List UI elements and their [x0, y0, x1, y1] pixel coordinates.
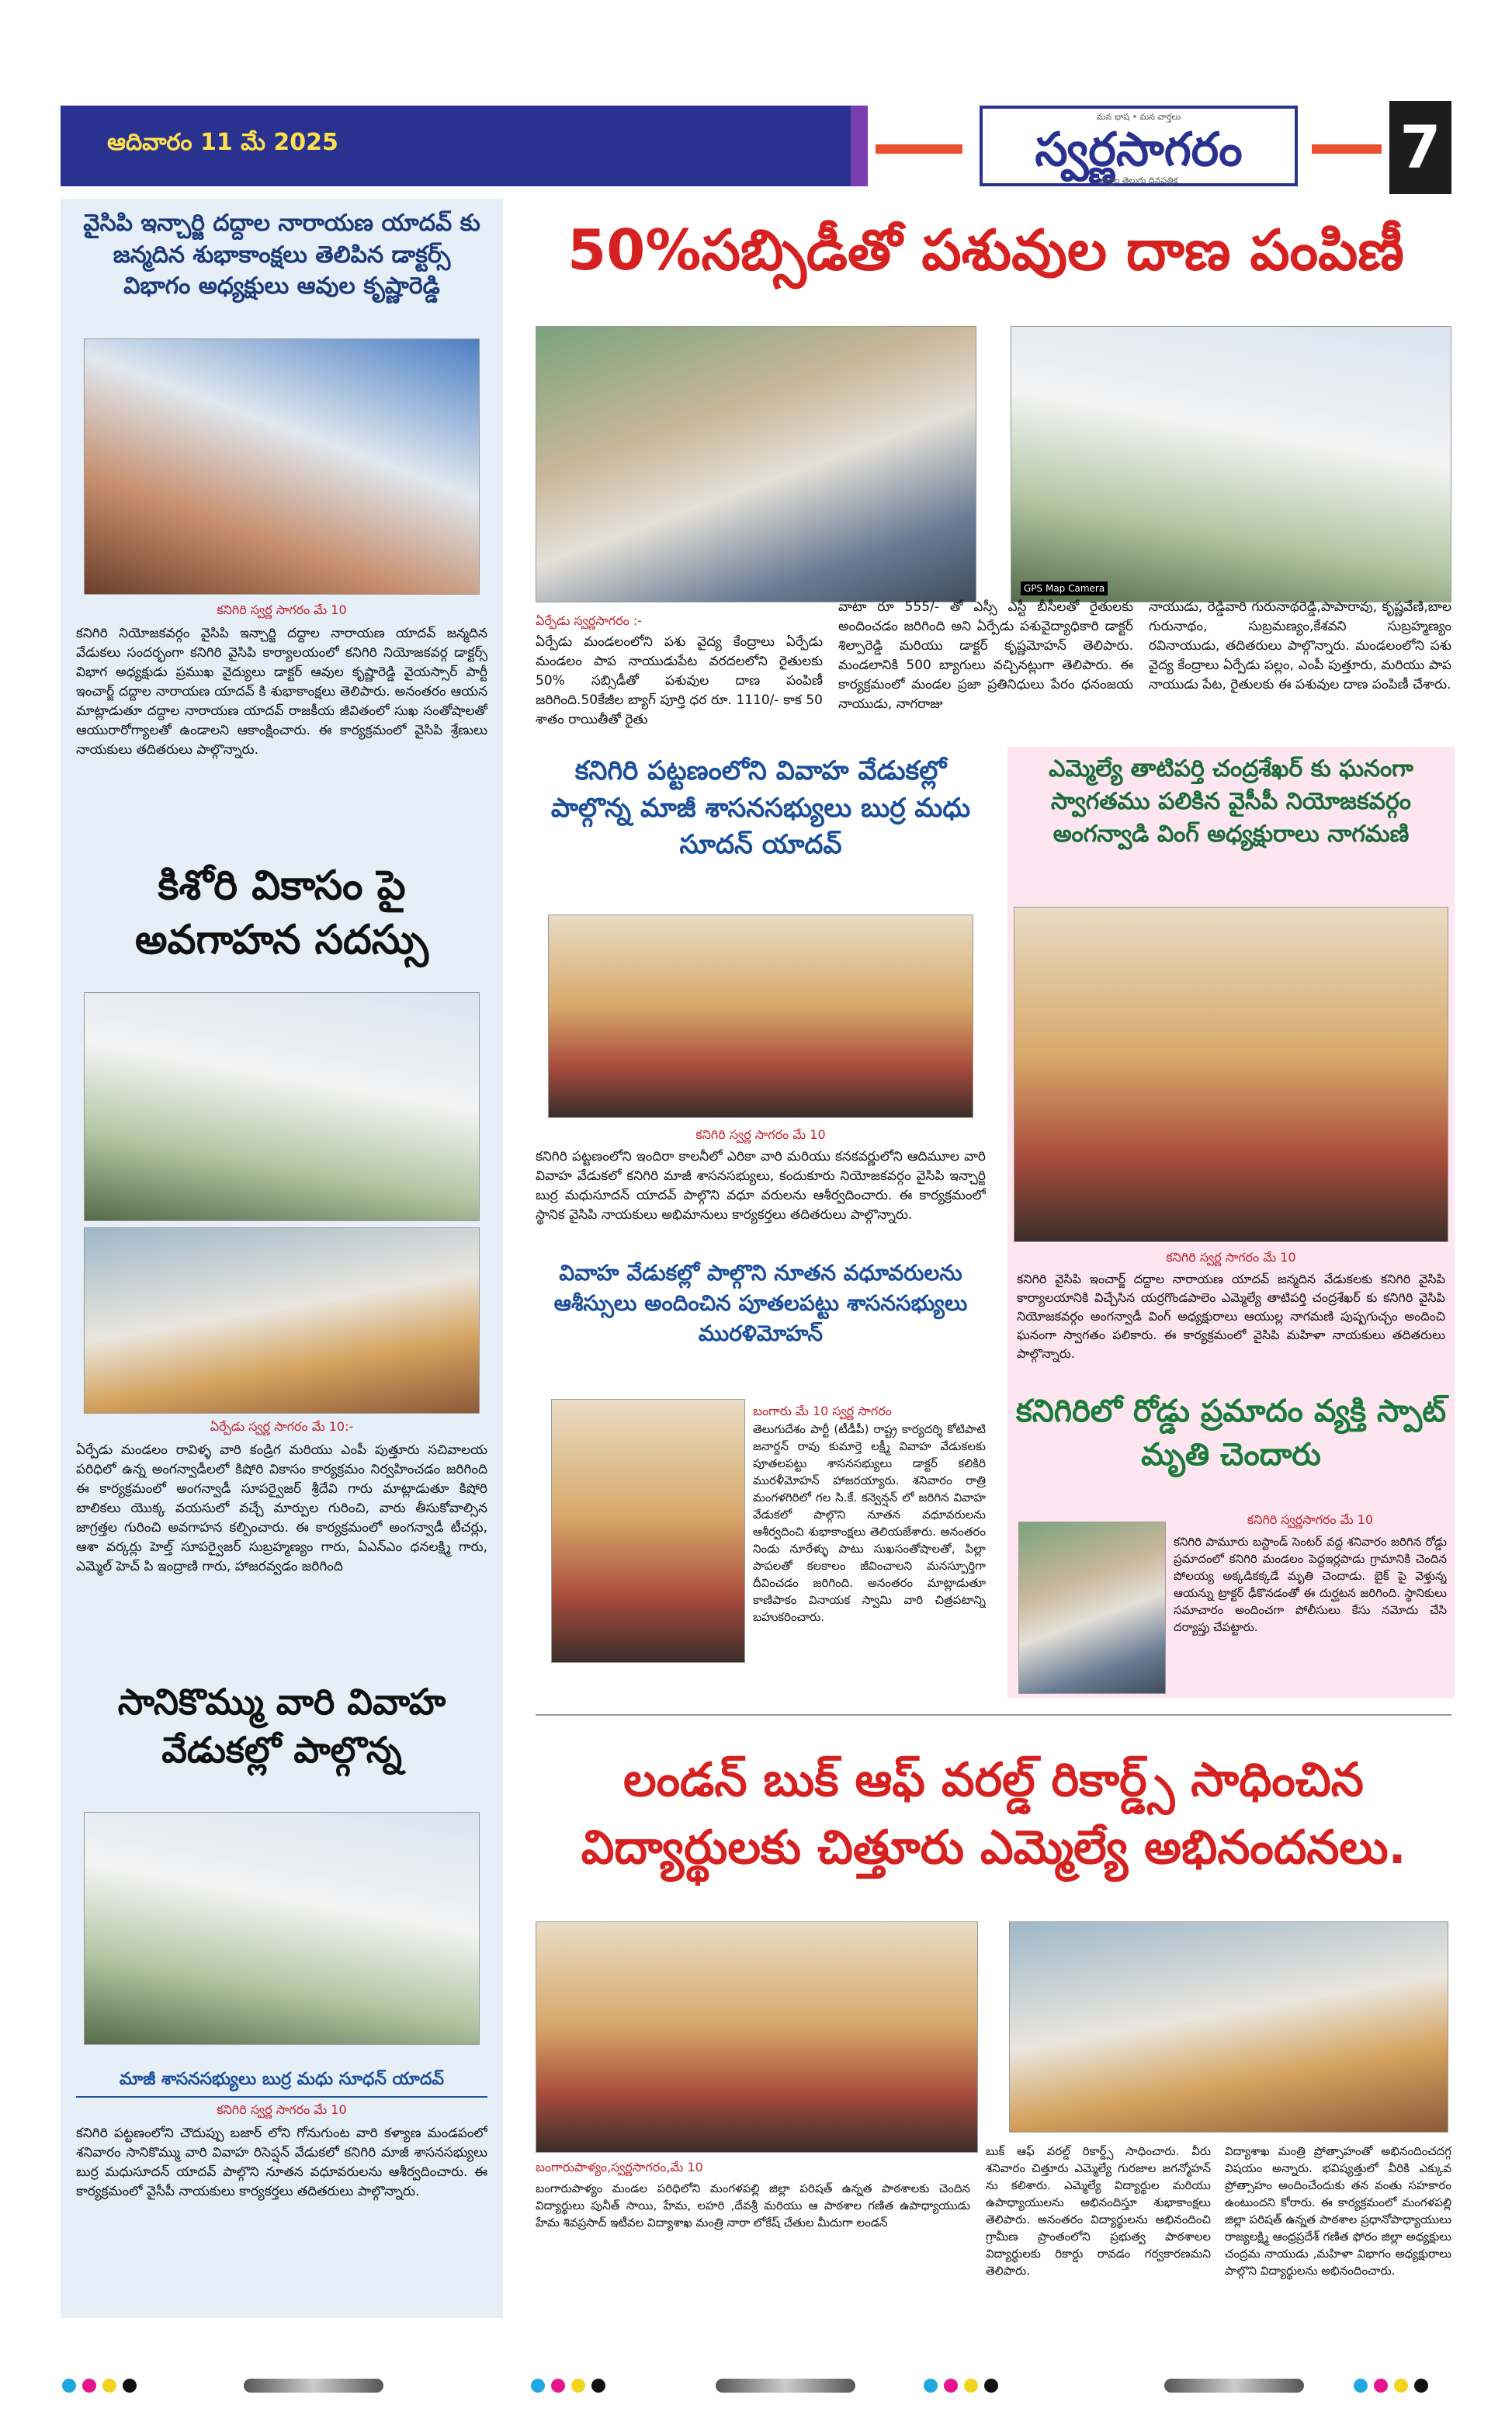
registration-dot	[984, 2379, 998, 2393]
logo-tagline-bottom: వార్తల తెలుగు దినపత్రిక	[1099, 175, 1178, 186]
registration-dot	[123, 2379, 137, 2393]
color-registration-marks	[1354, 2379, 1428, 2393]
mid-left-body: కనిగిరి పట్టణంలోని ఇందిరా కాలనీలో ఎరికా వారి మరియు కనకవర్ణులోని ఆదిమూల వారి వివాహ వేడుకలో కనిగిరి మాజీ శాసనసభ్యులు, కందుకూరు నియోజకవర్గం వైసిపి ఇన్చార్జి బుర్ర మధుసూదన్ యాదవ్ పాల్గొని వధూ వరులను ఆశీర్వదించారు. ఈ కార్యక్రమంలో స్థానిక వైసిపి నాయకులు అభిమానులు కార్యకర్తలు తదితరులు పాల్గొన్నారు.	[536, 1149, 986, 1223]
mid-left-dateline-2: బంగారు మే 10 స్వర్ణ సాగరం	[753, 1404, 892, 1418]
logo-tagline-top: మన భాష • మన వార్తలు	[1096, 112, 1181, 122]
story-photo	[84, 1227, 480, 1414]
registration-dot	[1374, 2379, 1388, 2393]
mid-right-dateline: కనిగిరి స్వర్ణ సాగరం మే 10	[1166, 1250, 1296, 1265]
registration-dot	[964, 2379, 978, 2393]
story-headline: వైసిపి ఇన్చార్జి దద్దాల నారాయణ యాదవ్ కు జన్మదిన శుభాకాంక్షలు తెలిపిన డాక్టర్స్ విభాగం అధ్యక్షులు ఆవుల కృష్ణారెడ్డి	[83, 210, 480, 300]
story-subhead: మాజీ శాసనసభ్యులు బుర్ర మధు సూధన్ యాదవ్	[76, 2070, 487, 2098]
registration-dot	[591, 2379, 605, 2393]
mid-left-photo	[548, 915, 973, 1118]
registration-dot	[1414, 2379, 1428, 2393]
story-photo	[84, 338, 480, 595]
page-number: 7	[1389, 101, 1451, 194]
mid-left-photo-2	[551, 1399, 745, 1663]
registration-dot	[62, 2379, 76, 2393]
mid-left-headline-2: వివాహ వేడుకల్లో పాల్గొని నూతన వధూవరులను ఆశీస్సులు అందించిన పూతలపట్టు శాసనసభ్యులు మురళిమోహన్	[553, 1260, 968, 1347]
color-registration-marks	[62, 2379, 137, 2393]
date-bar-stripe	[851, 106, 868, 186]
top-story-body-col2: వాటా రూ 555/- తో ఎస్సీ ఎస్టీ బీసీలతో రైతులకు అందించడం జరిగింది అని ఏర్పేడు పశువైద్యాధికారి డాక్టర్ శిల్పారెడ్డి మరియు డాక్టర్ కృష్ణమోహన్ తెలిపారు. మండలానికి 500 బ్యాగులు వచ్చినట్లుగా తెలిపారు. ఈ కార్యక్రమంలో మండల ప్రజా ప్రతినిధులు పేరం ధనంజయ నాయుడు, నాగరాజు	[838, 599, 1133, 712]
registration-dot	[1394, 2379, 1408, 2393]
story-headline: కిశోరి వికాసం పై అవగాహన సదస్సు	[134, 862, 429, 964]
story-dateline: ఏర్పేడు స్వర్ణ సాగరం మే 10:-	[210, 1419, 354, 1434]
story-dateline: కనిగిరి స్వర్ణ సాగరం మే 10	[217, 2102, 347, 2117]
registration-dot	[551, 2379, 565, 2393]
registration-bar	[716, 2379, 855, 2393]
mid-right-photo	[1014, 907, 1448, 1242]
bottom-story-body-col1: బంగారుపాళ్యం మండల పరిధిలోని మంగళపల్లి జిల్లా పరిషత్ ఉన్నత పాఠశాలకు చెందిన విద్యార్థులు పునీత్ సాయి, హేమ, లహరి ,దేవశ్రీ మరియు ఆ పాఠశాల గణిత ఉపాధ్యాయుడు హేమ శివప్రసాద్ ఇటీవల విద్యాశాఖ మంత్రి నారా లోకేష్ చేతుల మీదుగా లండన్	[536, 2181, 970, 2230]
mid-right-body: కనిగిరి వైసిపి ఇంచార్జ్ దద్దాల నారాయణ యాదవ్ జన్మదిన వేడుకలకు కనిగిరి వైసిపి కార్యాలయానికి విచ్చేసిన యర్రగొండపాలెం ఎమ్మెల్యే తాటిపర్తి చంద్రశేఖర్ కు కనిగిరి వైసిపి నియోజకవర్గం అంగన్వాడీ వింగ్ అధ్యక్షురాలు ఆయుల్ల నాగమణి పుష్పగుచ్చం అందించి ఘనంగా స్వాగతం పలికారు. ఈ కార్యక్రమంలో వైసిపి మహిళా నాయకులు తదితరులు పాల్గొన్నారు.	[1017, 1272, 1445, 1361]
bottom-story-body-col2: బుక్ ఆఫ్ వరల్డ్ రికార్డ్స్ సాధించారు. వీరు శనివారం చిత్తూరు ఎమ్మెల్యే గురజాల జగన్మోహన్ ను కలిశారు. ఎమ్మెల్యే విద్యార్థుల మరియు ఉపాధ్యాయులను అభినందిస్తూ శుభాకాంక్షలు తెలిపారు. అనంతరం విద్యార్థులను అభినందించి గ్రామీణ ప్రాంతంలోని ప్రభుత్వ పాఠశాలల విద్యార్థులకు రికార్డు రావడం గర్వకారణమని తెలిపారు.	[986, 2144, 1211, 2278]
section-divider	[536, 1714, 1451, 1716]
registration-dot	[1354, 2379, 1368, 2393]
mid-left-dateline: కనిగిరి స్వర్ణ సాగరం మే 10	[695, 1127, 826, 1142]
issue-date: ఆదివారం 11 మే 2025	[107, 129, 338, 156]
story-photo	[84, 992, 480, 1221]
top-story-body-col1: ఏర్పేడు మండలంలోని పశు వైద్య కేంద్రాలు ఏర్పేడు మండలం పాప నాయుడుపేట వరదలలోని రైతులకు 50% సబ్సిడీతో పశువుల దాణ పంపిణీ జరిగింది.50కేజీల బ్యాగ్ పూర్తి ధర రూ. 1110/- కాక 50 శాతం రాయితీతో రైతు	[536, 634, 823, 727]
mid-right-photo-2	[1018, 1522, 1166, 1694]
left-column	[61, 199, 503, 2318]
registration-dot	[82, 2379, 96, 2393]
logo-name: స్వర్ణసాగరం	[1035, 123, 1243, 177]
mid-left-body-2: తెలుగుదేశం పార్టీ (టీడీపీ) రాష్ట్ర కార్యదర్శి కోటిపాటి జనార్దన్ రావు కుమార్తె లక్ష్మీ వివాహ వేడుకలకు పూతలపట్టు శాసనసభ్యులు డాక్టర్ కలికిరి మురళీమోహన్ హాజరయ్యారు. శనివారం రాత్రి మంగళగిరిలో గల సి.కే. కన్వెన్షన్ లో జరిగిన వివాహ వేడుకలో పాల్గొని నూతన వధూవరులను ఆశీర్వదించి శుభాకాంక్షలు తెలియజేశారు. అనంతరం నిండు నూరేళ్ళు పాటు సుఖసంతోషాలతో, పిల్లా పాపలతో కలకాలం జీవించాలని మనస్పూర్తిగా దీవించడం జరిగింది. అనంతరం మాట్లాడుతూ కాణిపాకం వినాయక స్వామి వారి చిత్రపటాన్ని బహుకరించారు.	[753, 1422, 986, 1624]
masthead-rule-right	[1312, 144, 1382, 154]
bottom-story-headline: లండన్ బుక్ ఆఫ్ వరల్డ్ రికార్డ్స్ సాధించిన విద్యార్థులకు చిత్తూరు ఎమ్మెల్యే అభినందనలు.	[581, 1753, 1406, 1875]
registration-dot	[102, 2379, 116, 2393]
mid-right-body-2: కనిగిరి పామూరు బస్టాండ్ సెంటర్ వద్ద శనివారం జరిగిన రోడ్డు ప్రమాదంలో కనిగిరి మండలం పెద్దఇర్లపాడు గ్రామానికి చెందిన పోలయ్య అక్కడికక్కడే మృతి చెందాడు. బైక్ పై వెళ్తున్న ఆయన్ను ట్రాక్టర్ ఢీకొనడంతో ఈ దుర్ఘటన జరిగింది. స్థానికులు సమాచారం అందించగా పోలీసులు కేసు నమోదు చేసి దర్యాప్తు చేపట్టారు.	[1174, 1535, 1447, 1634]
registration-dot	[531, 2379, 545, 2393]
masthead-rule-left	[876, 144, 962, 154]
top-story-dateline: ఏర్పేడు స్వర్ణసాగరం :-	[536, 613, 643, 628]
mid-right-headline: ఎమ్మెల్యే తాటిపర్తి చంద్రశేఖర్ కు ఘనంగా స్వాగతము పలికిన వైసీపీ నియోజకవర్గం అంగన్వాడి వింగ్ అధ్యక్షురాలు నాగమణి	[1049, 755, 1413, 848]
registration-bar	[1164, 2379, 1304, 2393]
top-story-photo-right	[1011, 326, 1451, 602]
story-photo	[84, 1812, 480, 2045]
registration-dot	[924, 2379, 938, 2393]
bottom-story-dateline: బంగారుపాళ్యం,స్వర్ణసాగరం,మే 10	[536, 2160, 703, 2174]
mid-right-headline-2: కనిగిరిలో రోడ్డు ప్రమాదం వ్యక్తి స్పాట్ మృతి చెందారు	[1015, 1393, 1447, 1473]
bottom-story-photo-right	[1009, 1921, 1448, 2133]
top-story-headline: 50%సబ్సిడీతో పశువుల దాణ పంపిణీ	[567, 217, 1404, 283]
registration-dot	[944, 2379, 958, 2393]
color-registration-marks	[924, 2379, 998, 2393]
story-dateline: కనిగిరి స్వర్ణ సాగరం మే 10	[217, 602, 347, 617]
registration-dot	[571, 2379, 585, 2393]
mid-left-headline: కనిగిరి పట్టణంలోని వివాహ వేడుకల్లో పాల్గొన్న మాజీ శాసనసభ్యులు బుర్ర మధు సూదన్ యాదవ్	[550, 755, 971, 861]
top-story-body-col3: నాయుడు, రెడ్డివారి గురునాథరెడ్డి,పాపారావు, కృష్ణవేణి,బాల గురునాథం, సుబ్రమణ్యం,కేశవని సుబ్రహ్మణ్యం రవినాయుడు, తదితరులు పాల్గొన్నారు. మండలంలోని పశు వైద్య కేంద్రాలు ఏర్పేడు పల్లం, ఎంపీ పుత్తూరు, మరియు పాప నాయుడు పేట, రైతులకు ఈ పశువుల దాణ పంపిణీ చేశారు.	[1149, 599, 1451, 692]
story-body: ఏర్పేడు మండలం రావిళ్ళ వారి కండ్రిగ మరియు ఎంపీ పుత్తూరు సచివాలయ పరిధిలో ఉన్న అంగన్వాడీలలో కిషోరి వికాసం కార్యక్రమం నిర్వహించడం జరిగింది ఈ కార్యక్రమంలో అంగన్వాడీ సూపర్వైజర్ శ్రీదేవి గారు మాట్లాడుతూ కిషోరి బాలికలు యొక్క వయసులో వచ్చే మార్పుల గురించి, వారు తీసుకోవాల్సిన జాగ్రత్తల గురించి అవగాహన కల్పించారు. ఈ కార్యక్రమంలో అంగన్వాడీ టీచర్లు, ఆశా వర్కర్లు హెల్త్ సూపర్వైజర్ సుబ్రహ్మణ్యం గారు, ఏఎన్ఎం ధనలక్ష్మి గారు, ఎమ్మెల్ హెచ్ పి ఇంద్రాణి గారు, హాజరవ్వడం జరిగింది	[76, 1442, 487, 1574]
newspaper-logo	[980, 106, 1298, 186]
registration-bar	[244, 2379, 383, 2393]
story-headline: సానికొమ్ము వారి వివాహ వేడుకల్లో పాల్గొన్న	[117, 1681, 446, 1772]
photo-stamp: GPS Map Camera	[1021, 581, 1108, 595]
date-bar	[61, 106, 868, 186]
bottom-story-body-col3: విద్యాశాఖ మంత్రి ప్రోత్సాహంతో అభినందించదగ్గ విషయం అన్నారు. భవిష్యత్తులో వీరికి ఎక్కువ ప్రోత్సాహం అందించేందుకు తన వంతు సహకారం ఉంటుందని కోరారు. ఈ కార్యక్రమంలో మంగళపల్లి జిల్లా పరిషత్ ఉన్నత పాఠశాల ప్రధానోపాధ్యాయులు రాజ్యలక్ష్మి ఆంధ్రప్రదేశ్ గణిత ఫోరం జిల్లా అధ్యక్షులు చంద్రమ నాయుడు ,మహిళా విభాగం అధ్యక్షురాలు పాల్గొని విద్యార్థులను అభినందించారు.	[1225, 2144, 1451, 2278]
story-body: కనిగిరి నియోజకవర్గం వైసిపి ఇన్చార్జి దద్దాల నారాయణ యాదవ్ జన్మదిన వేడుకలు సందర్భంగా కనిగిరి వైసిపి కార్యాలయంలో కనిగిరి నియోజకవర్గ డాక్టర్స్ విభాగ అధ్యక్షుడు ప్రముఖ వైద్యులు డాక్టర్ ఆవుల కృష్ణారెడ్డి వైయస్సార్ పార్టీ ఇంచార్జ్ దద్దాల నారాయణ యాదవ్ కి శుభాకాంక్షలు తెలిపారు. అనంతరం ఆయన మాట్లాడుతూ దద్దాల నారాయణ యాదవ్ రాజకీయ జీవితంలో సుఖ సంతోషాలతో ఆయురారోగ్యాలతో ఉండాలని ఆకాంక్షించారు. ఈ కార్యక్రమంలో వైసిపి శ్రేణులు నాయకులు తదితరులు పాల్గొన్నారు.	[76, 626, 487, 758]
top-story-photo-left	[536, 326, 976, 602]
mid-right-dateline-2: కనిగిరి స్వర్ణసాగరం మే 10	[1247, 1512, 1374, 1527]
story-body: కనిగిరి పట్టణంలోని చౌదుప్పు బజార్ లోని గోనుగుంట వారి కళ్యాణ మండపంలో శనివారం సానికొమ్ము వారి వివాహ రిసెప్షన్ వేడుకలో కనిగిరి మాజీ శాసనసభ్యులు బుర్ర మధుసూదన్ యాదవ్ పాల్గొని నూతన వధూవరులను ఆశీర్వదించారు. ఈ కార్యక్రమంలో వైసీపీ నాయకులు కార్యకర్తలు తదితరులు పాల్గొన్నారు.	[76, 2126, 487, 2199]
color-registration-marks	[531, 2379, 605, 2393]
bottom-story-photo-left	[536, 1921, 978, 2153]
